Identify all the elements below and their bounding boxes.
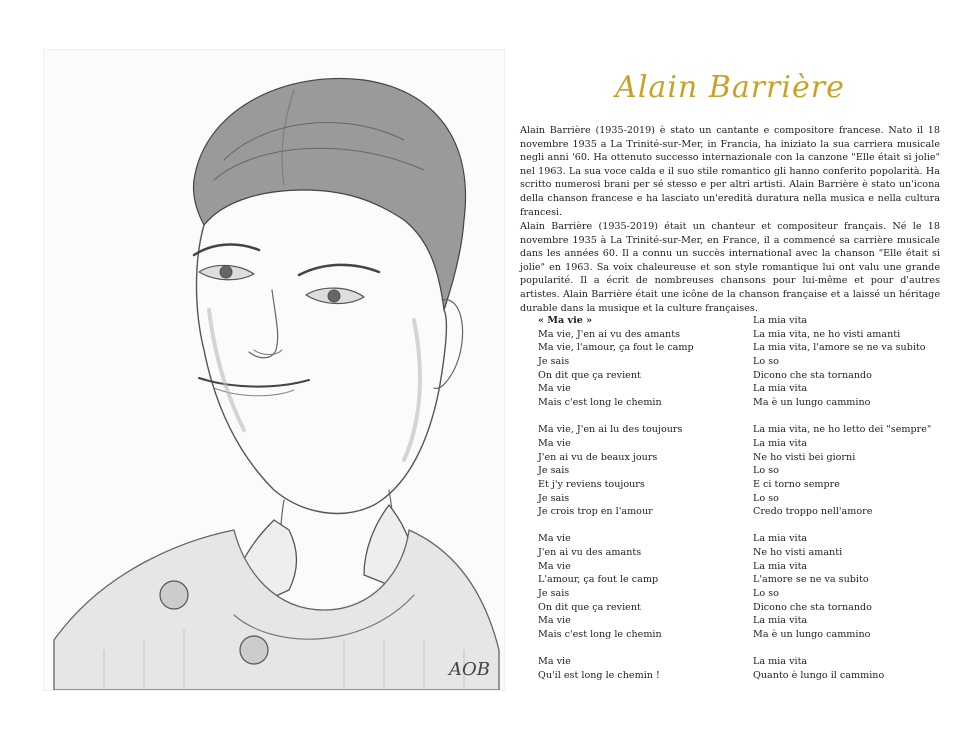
stanza-it-3 [753,532,953,641]
song-title-french: « Ma vie » [538,315,593,326]
stanza-it-4 [753,655,953,682]
lyric-line: Credo troppo nell'amore [753,506,873,518]
lyric-line: Et j'y reviens toujours [538,478,645,490]
artist-signature: AOB [449,659,490,680]
bio-paragraph-french: Alain Barrière (1935-2019) était un chanteur et compositeur français. Né le 18 novembre 1935 à La Trinité-sur-Mer, en France, il a commencé sa carrière musicale dans les années 60. Il a connu un succès international avec la chanson "Elle était si jolie" en 1963. Sa voix chaleureuse et son style romantique lui ont valu une grande popularité. Il a écrit de nombreuses chansons pour lui-même et pour d'autres artistes. Alain Barrière était une icône de la chanson française et a laissé un héritage durable dans la musique et la culture françaises. [520,221,940,314]
lyric-line: Je sais [538,465,570,477]
stanza-fr-2 [538,423,738,519]
lyric-line: La mia vita [753,560,808,572]
lyric-line: Ma vie, J'en ai vu des amants [538,328,681,340]
lyric-line: Ne ho visti bei giorni [753,451,856,463]
stanza-fr-4 [538,655,738,682]
page-title: Alain Barrière [615,70,845,105]
lyric-line: Ma è un lungo cammino [753,629,871,641]
song-title-italian: La mia vita [753,315,808,326]
stanza-fr-3 [538,532,738,641]
lyric-line: Lo so [753,588,779,600]
lyric-line: La mia vita [753,533,808,545]
lyric-line: Dicono che sta tornando [753,601,872,613]
lyric-line: On dit que ça revient [538,601,641,613]
lyric-line: Ne ho visti amanti [753,547,843,559]
lyric-line: Ma vie [538,533,571,545]
lyrics-french [538,314,738,696]
lyric-line: Ma è un lungo cammino [753,396,871,408]
lyric-line: L'amour, ça fout le camp [538,574,659,586]
lyric-line: La mia vita, ne ho visti amanti [753,328,901,340]
lyric-line: Lo so [753,492,779,504]
lyric-line: La mia vita [753,437,808,449]
lyric-line: Mais c'est long le chemin [538,629,662,641]
bio-paragraph-italian: Alain Barrière (1935-2019) è stato un cantante e compositore francese. Nato il 18 novembre 1935 a La Trinité-sur-Mer, in Francia, ha iniziato la sua carriera musicale negli anni '60. Ha ottenuto successo internazionale con la canzone "Elle était si jolie" nel 1963. La sua voce calda e il suo stile romantico gli hanno conferito popolarità. Ha scritto numerosi brani per sé stesso e per altri artisti. Alain Barrière è stato un'icona della chanson francese e ha lasciato un'eredità duratura nella musica e nella cultura francesi. [520,125,940,218]
lyric-line: La mia vita [753,615,808,627]
stanza-fr-1 [538,328,738,410]
lyric-line: J'en ai vu de beaux jours [538,451,658,463]
lyric-line: Je sais [538,492,570,504]
lyric-line: Je sais [538,588,570,600]
lyric-line: Ma vie [538,656,571,668]
lyric-line: Quanto è lungo il cammino [753,670,885,682]
portrait-drawing [44,50,504,690]
lyric-line: Je sais [538,355,570,367]
lyric-line: J'en ai vu des amants [538,547,642,559]
lyric-line: Ma vie [538,383,571,395]
lyric-line: La mia vita, ne ho letto dei "sempre" [753,424,932,436]
portrait-sketch-icon [44,50,504,690]
lyric-line: Dicono che sta tornando [753,369,872,381]
lyric-line: Ma vie [538,437,571,449]
lyric-line: On dit que ça revient [538,369,641,381]
lyric-line: Ma vie, J'en ai lu des toujours [538,424,683,436]
lyric-line: L'amore se ne va subito [753,574,869,586]
lyric-line: Qu'il est long le chemin ! [538,670,660,682]
lyric-line: Ma vie [538,615,571,627]
lyric-line: La mia vita, l'amore se ne va subito [753,342,926,354]
lyric-line: La mia vita [753,656,808,668]
stanza-it-2 [753,423,953,519]
stanza-it-1 [753,328,953,410]
lyric-line: Mais c'est long le chemin [538,396,662,408]
lyric-line: Lo so [753,465,779,477]
lyrics-italian [753,314,953,696]
lyric-line: Ma vie [538,560,571,572]
lyric-line: Lo so [753,355,779,367]
lyric-line: Je crois trop en l'amour [538,506,653,518]
lyric-line: La mia vita [753,383,808,395]
lyric-line: E ci torno sempre [753,478,840,490]
lyric-line: Ma vie, l'amour, ça fout le camp [538,342,694,354]
